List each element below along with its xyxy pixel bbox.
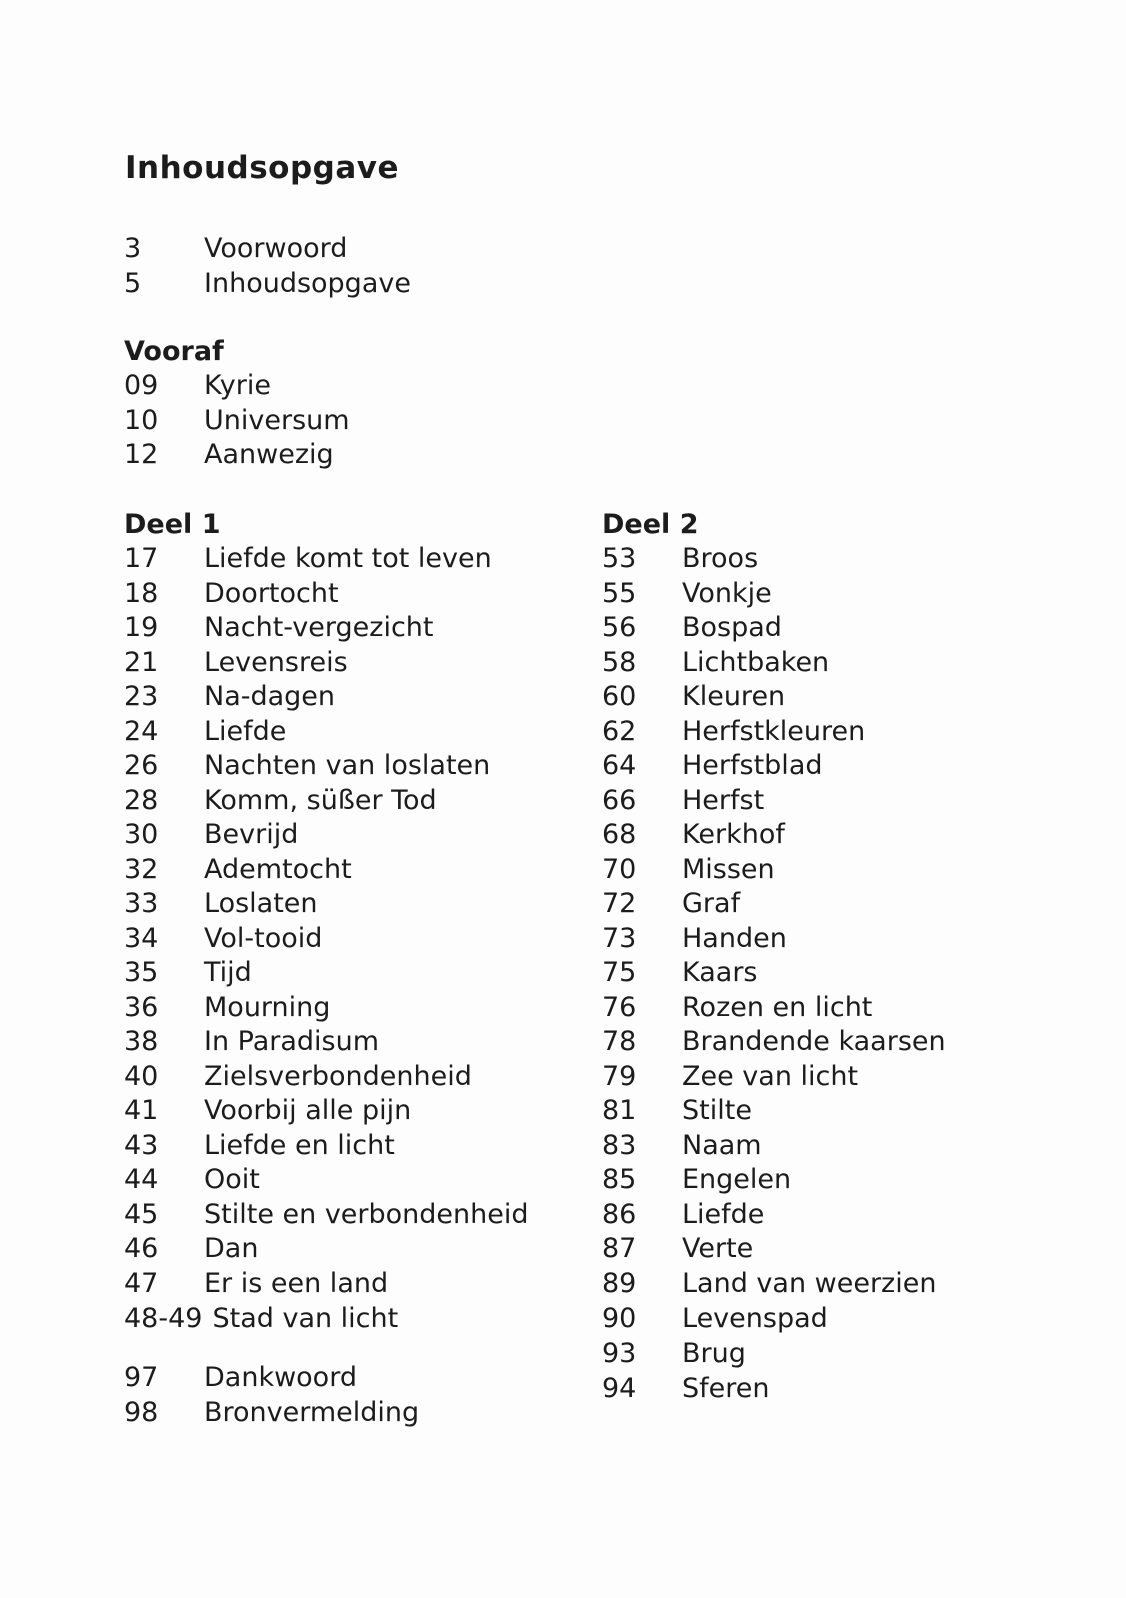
list-item: [602, 749, 946, 784]
page-number: 40: [124, 1060, 159, 1092]
section-heading-deel-1: Deel 1: [124, 509, 221, 540]
entry-title: Zee van licht: [682, 1060, 859, 1092]
list-item: [124, 1025, 529, 1060]
list-item: [124, 1198, 529, 1233]
page-number: 89: [602, 1267, 637, 1299]
page-number: 10: [124, 404, 159, 436]
page-number: 56: [602, 612, 637, 643]
page-number: 26: [124, 750, 159, 781]
entry-title: Stad van licht: [212, 1303, 399, 1334]
list-item: [602, 818, 946, 853]
entry-title: Inhoudsopgave: [204, 267, 411, 299]
entry-title: Kaars: [682, 957, 758, 988]
entry-title: Ooit: [204, 1164, 260, 1195]
list-item: [124, 749, 529, 784]
entry-title: Herfstkleuren: [682, 715, 866, 747]
page-number: 21: [124, 646, 159, 678]
page-number: 19: [124, 612, 159, 643]
list-item: [124, 922, 529, 957]
entry-title: Levenspad: [682, 1303, 828, 1334]
entry-title: Mourning: [204, 991, 331, 1023]
list-item: [124, 232, 411, 267]
page-number: 93: [602, 1338, 637, 1369]
entry-title: Engelen: [682, 1164, 792, 1195]
page-number: 53: [602, 543, 637, 574]
entry-title: Levensreis: [204, 646, 348, 678]
page-number: 41: [124, 1095, 159, 1126]
page-number: 79: [602, 1060, 637, 1092]
list-item: [602, 577, 946, 612]
list-item: [124, 1396, 419, 1431]
page-title: Inhoudsopgave: [125, 150, 400, 186]
entry-title: Missen: [682, 853, 775, 885]
entry-title: Naam: [682, 1129, 762, 1161]
entry-title: Liefde: [682, 1198, 765, 1230]
section-heading-vooraf: Vooraf: [124, 336, 224, 367]
page-number: 23: [124, 681, 159, 712]
list-item: [602, 611, 946, 646]
entry-title: Broos: [682, 543, 759, 574]
entry-title: Voorbij alle pijn: [204, 1095, 412, 1126]
entry-title: Liefde komt tot leven: [204, 543, 492, 574]
list-item: [124, 1094, 529, 1129]
entry-title: Ademtocht: [204, 853, 352, 885]
entry-title: Kleuren: [682, 681, 786, 712]
entry-title: Stilte en verbondenheid: [204, 1198, 529, 1230]
page-number: 35: [124, 957, 159, 988]
list-item: [124, 404, 350, 439]
page-number: 73: [602, 922, 637, 954]
page-number: 90: [602, 1303, 637, 1334]
page-number: 66: [602, 784, 637, 816]
section-deel-2: [602, 508, 946, 1406]
section-deel-1: [124, 508, 529, 1337]
list-item: [124, 853, 529, 888]
entry-title: Er is een land: [204, 1267, 389, 1299]
list-item: [124, 1060, 529, 1095]
list-item: [602, 1198, 946, 1233]
list-item: [124, 956, 529, 991]
list-item: [602, 784, 946, 819]
list-item: [124, 267, 411, 302]
page-number: 68: [602, 819, 637, 850]
page-number: 76: [602, 991, 637, 1023]
page-number: 64: [602, 750, 637, 781]
entry-title: In Paradisum: [204, 1026, 380, 1057]
page-number: 81: [602, 1095, 637, 1126]
list-item: [124, 680, 529, 715]
list-item: [124, 715, 529, 750]
entry-title: Tijd: [204, 957, 252, 988]
entry-title: Universum: [204, 404, 350, 436]
entry-title: Nachten van loslaten: [204, 750, 491, 781]
page-number: 87: [602, 1233, 637, 1264]
list-item: [602, 646, 946, 681]
list-item: [124, 1267, 529, 1302]
page-number: 43: [124, 1129, 159, 1161]
page-number: 17: [124, 543, 159, 574]
list-item: [602, 1337, 946, 1372]
list-item: [124, 369, 350, 404]
page-number: 5: [124, 267, 142, 299]
entry-title: Vol-tooid: [204, 922, 323, 954]
page-number: 78: [602, 1026, 637, 1057]
list-item: [602, 956, 946, 991]
list-item: [602, 1094, 946, 1129]
list-item: [124, 1232, 529, 1267]
entry-title: Herfst: [682, 784, 765, 816]
entry-title: Aanwezig: [204, 439, 334, 470]
list-item: [602, 680, 946, 715]
entry-title: Bronvermelding: [204, 1396, 420, 1428]
list-item: [124, 887, 529, 922]
page-number: 47: [124, 1267, 159, 1299]
page-number: 75: [602, 957, 637, 988]
entry-title: Voorwoord: [204, 233, 348, 264]
page-number: 70: [602, 853, 637, 885]
list-item: [602, 1129, 946, 1164]
page-number: 83: [602, 1129, 637, 1161]
entry-title: Kyrie: [204, 370, 271, 401]
list-item: [602, 1232, 946, 1267]
entry-title: Graf: [682, 888, 741, 919]
entry-title: Stilte: [682, 1095, 752, 1126]
page-number: 33: [124, 888, 159, 919]
list-item: [602, 1163, 946, 1198]
list-item: [124, 818, 529, 853]
list-item: [124, 577, 529, 612]
page-number: 62: [602, 715, 637, 747]
page-number: 34: [124, 922, 159, 954]
entry-title: Vonkje: [682, 577, 772, 609]
list-item: [124, 611, 529, 646]
page-number: 45: [124, 1198, 159, 1230]
list-item: [124, 1361, 419, 1396]
list-item: [124, 784, 529, 819]
entry-title: Bevrijd: [204, 819, 299, 850]
page-number: 28: [124, 784, 159, 816]
list-item: [124, 646, 529, 681]
entry-title: Land van weerzien: [682, 1267, 937, 1299]
page-number: 98: [124, 1396, 159, 1428]
page-number: 58: [602, 646, 637, 678]
entry-title: Sferen: [682, 1372, 770, 1404]
page-number: 94: [602, 1372, 637, 1404]
page-number: 32: [124, 853, 159, 885]
entry-title: Herfstblad: [682, 750, 823, 781]
entry-title: Liefde: [204, 715, 287, 747]
entry-title: Nacht-vergezicht: [204, 612, 434, 643]
page-number: 12: [124, 439, 159, 470]
list-item: [602, 1025, 946, 1060]
page-number: 97: [124, 1362, 159, 1393]
page-number: 60: [602, 681, 637, 712]
list-item: [124, 438, 350, 473]
list-item: [602, 922, 946, 957]
page-number: 09: [124, 370, 159, 401]
list-item: [124, 1163, 529, 1198]
entry-title: Lichtbaken: [682, 646, 830, 678]
entry-title: Brug: [682, 1338, 746, 1369]
front-matter-list: [124, 232, 411, 301]
page-number: 24: [124, 715, 159, 747]
back-matter-list: [124, 1361, 419, 1430]
page-number: 46: [124, 1233, 159, 1264]
entry-title: Doortocht: [204, 577, 339, 609]
entry-title: Verte: [682, 1233, 754, 1264]
list-item: [124, 1129, 529, 1164]
page-number: 86: [602, 1198, 637, 1230]
page-number: 30: [124, 819, 159, 850]
entry-title: Dan: [204, 1233, 259, 1264]
entry-title: Dankwoord: [204, 1362, 357, 1393]
page-number: 3: [124, 233, 142, 264]
list-item: [602, 1372, 946, 1407]
entry-title: Rozen en licht: [682, 991, 873, 1023]
page-number: 55: [602, 577, 637, 609]
entry-title: Komm, süßer Tod: [204, 784, 437, 816]
entry-title: Bospad: [682, 612, 782, 643]
list-item: [602, 542, 946, 577]
list-item: [124, 542, 529, 577]
page-number: 38: [124, 1026, 159, 1057]
entry-title: Na-dagen: [204, 681, 336, 712]
list-item: [602, 887, 946, 922]
section-heading-deel-2: Deel 2: [602, 509, 699, 540]
list-item: [602, 853, 946, 888]
page-number: 18: [124, 577, 159, 609]
list-item: [602, 1060, 946, 1095]
list-item: [602, 991, 946, 1026]
list-item: [602, 1267, 946, 1302]
page-number: 48-49: [124, 1303, 203, 1334]
page-number: 85: [602, 1164, 637, 1195]
section-vooraf: [124, 335, 350, 473]
entry-title: Zielsverbondenheid: [204, 1060, 472, 1092]
page-number: 36: [124, 991, 159, 1023]
list-item: [124, 991, 529, 1026]
entry-title: Brandende kaarsen: [682, 1026, 946, 1057]
list-item: [602, 715, 946, 750]
entry-title: Handen: [682, 922, 787, 954]
entry-title: Liefde en licht: [204, 1129, 395, 1161]
page-number: 72: [602, 888, 637, 919]
list-item: [124, 1301, 529, 1337]
page-number: 44: [124, 1164, 159, 1195]
list-item: [602, 1301, 946, 1337]
entry-title: Kerkhof: [682, 819, 785, 850]
entry-title: Loslaten: [204, 888, 318, 919]
